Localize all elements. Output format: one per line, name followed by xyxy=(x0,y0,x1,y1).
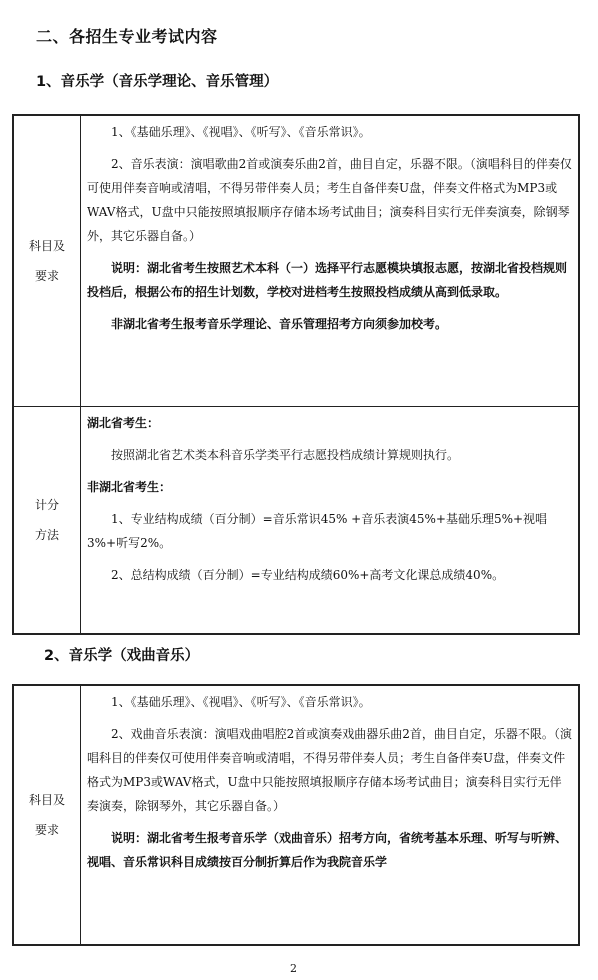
label-line: 方法 xyxy=(34,528,59,542)
subsection-title-1: 1、音乐学（音乐学理论、音乐管理） xyxy=(36,74,279,90)
table-music-theory xyxy=(12,114,580,635)
paragraph: 2、音乐表演：演唱歌曲2首或演奏乐曲2首，曲目自定，乐器不限。（演唱科目的伴奏仅可使用伴奏音响或清唱，不得另带伴奏人员；考生自备伴奏U盘，伴奏文件格式为MP3或WAV格式，U盘中只能按照填报顺序存储本场考试曲目；演奏科目实行无伴奏演奏，除钢琴外，其它乐器自备。） xyxy=(87,157,572,243)
subheading: 湖北省考生： xyxy=(87,416,160,430)
row-content-subjects xyxy=(81,115,580,407)
page-number: 2 xyxy=(290,962,297,975)
note-paragraph: 说明：湖北省考生报考音乐学（戏曲音乐）招考方向，省统考基本乐理、听写与听辨、视唱、音乐常识科目成绩按百分制折算后作为我院音乐学 xyxy=(87,831,568,869)
row-label-subjects xyxy=(13,115,81,407)
label-line: 科目及 xyxy=(28,239,65,253)
row-label-scoring xyxy=(13,407,81,635)
label-line: 计分 xyxy=(34,498,59,512)
subsection-title-2: 2、音乐学（戏曲音乐） xyxy=(44,648,200,664)
table-row-subjects xyxy=(13,115,579,407)
row-content-subjects xyxy=(81,685,580,945)
paragraph: 1、专业结构成绩（百分制）=音乐常识45% +音乐表演45%+基础乐理5%+视唱3%+听写2%。 xyxy=(87,512,548,550)
section-title: 二、各招生专业考试内容 xyxy=(36,27,218,46)
table-row-scoring xyxy=(13,407,579,635)
note-paragraph: 非湖北省考生报考音乐学理论、音乐管理招考方向须参加校考。 xyxy=(111,317,448,331)
paragraph: 2、总结构成绩（百分制）=专业结构成绩60%+高考文化课总成绩40%。 xyxy=(111,568,505,582)
row-label-subjects xyxy=(13,685,81,945)
label-line: 科目及 xyxy=(28,793,65,807)
subheading: 非湖北省考生： xyxy=(87,480,172,494)
label-line: 要求 xyxy=(34,823,59,837)
table-row-subjects xyxy=(13,685,579,945)
row-content-scoring xyxy=(81,407,580,635)
table-opera-music xyxy=(12,684,580,946)
paragraph: 1、《基础乐理》、《视唱》、《听写》、《音乐常识》。 xyxy=(111,695,371,709)
label-line: 要求 xyxy=(34,269,59,283)
paragraph: 按照湖北省艺术类本科音乐学类平行志愿投档成绩计算规则执行。 xyxy=(111,448,460,462)
paragraph: 2、戏曲音乐表演：演唱戏曲唱腔2首或演奏戏曲器乐曲2首，曲目自定，乐器不限。（演唱科目的伴奏仅可使用伴奏音响或清唱，不得另带伴奏人员；考生自备伴奏U盘，伴奏文件格式为MP3或WAV格式，U盘中只能按照填报顺序存储本场考试曲目；演奏科目实行无伴奏演奏，除钢琴外，其它乐器自备。） xyxy=(87,727,572,813)
note-paragraph: 说明：湖北省考生按照艺术本科（一）选择平行志愿模块填报志愿，按湖北省投档规则投档后，根据公布的招生计划数，学校对进档考生按照投档成绩从高到低录取。 xyxy=(87,261,568,299)
paragraph: 1、《基础乐理》、《视唱》、《听写》、《音乐常识》。 xyxy=(111,125,371,139)
